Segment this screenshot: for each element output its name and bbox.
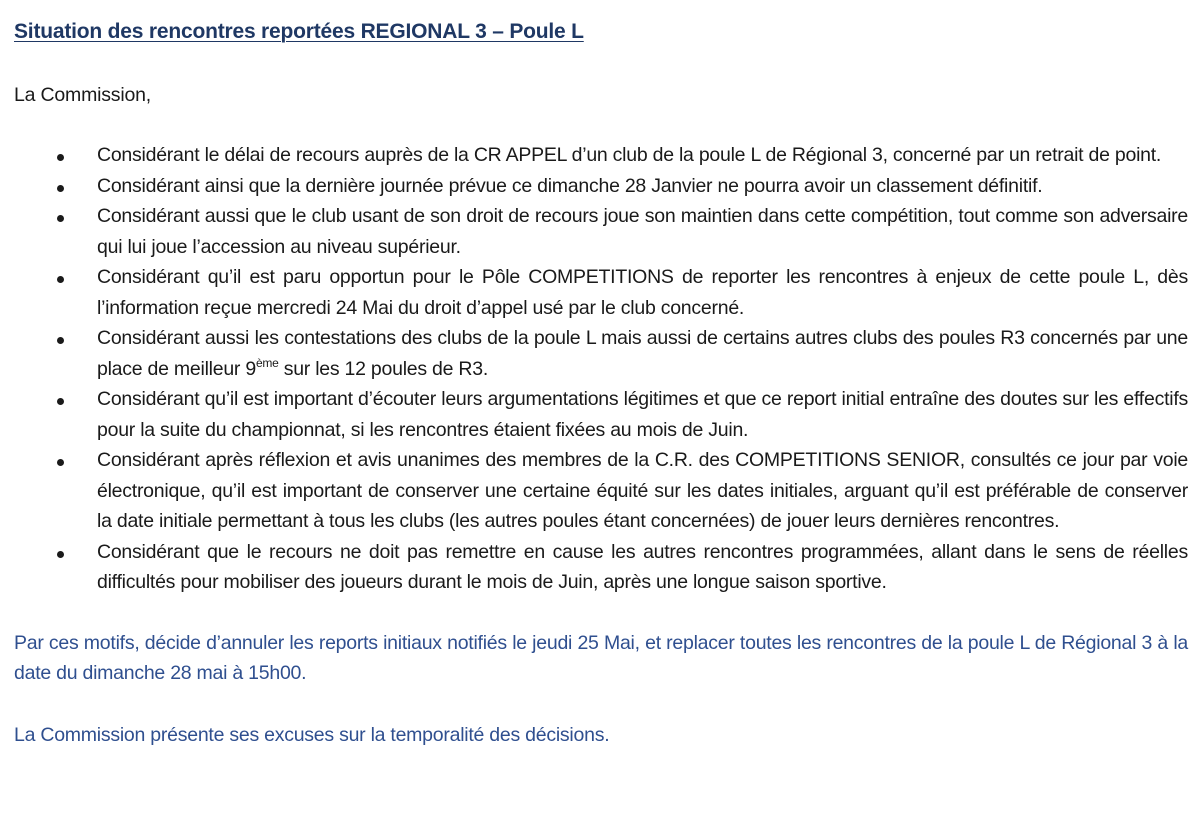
consideration-text-part: Considérant aussi les contestations des clubs de la poule L mais aussi de certains autres clubs des poules R3 concernés par une place de meilleur 9 xyxy=(97,327,1188,380)
intro-text: La Commission, xyxy=(14,84,151,106)
consideration-item xyxy=(14,201,1188,262)
considerations-list xyxy=(14,140,1188,598)
decision-text: Par ces motifs, décide d’annuler les reports initiaux notifiés le jeudi 25 Mai, et replacer toutes les rencontres de la poule L de Régional 3 à la date du dimanche 28 mai à 15h00. xyxy=(14,631,1188,684)
bullet-icon xyxy=(57,551,64,558)
consideration-item xyxy=(14,171,1188,202)
bullet-icon xyxy=(57,276,64,283)
consideration-item xyxy=(14,262,1188,323)
document-title: Situation des rencontres reportées REGIONAL 3 – Poule L xyxy=(14,20,584,43)
consideration-text: Considérant qu’il est important d’écouter leurs argumentations légitimes et que ce report initial entraîne des doutes sur les effectifs pour la suite du championnat, si les rencontres étaient fixées au mois de Juin. xyxy=(97,388,1188,441)
consideration-text: Considérant qu’il est paru opportun pour le Pôle COMPETITIONS de reporter les rencontres à enjeux de cette poule L, dès l’information reçue mercredi 24 Mai du droit d’appel usé par le club concerné. xyxy=(97,266,1188,319)
bullet-icon xyxy=(57,154,64,161)
closing-text: La Commission présente ses excuses sur la temporalité des décisions. xyxy=(14,723,610,746)
bullet-icon xyxy=(57,185,64,192)
bullet-icon xyxy=(57,459,64,466)
consideration-item xyxy=(14,537,1188,598)
consideration-item xyxy=(14,140,1188,171)
consideration-text: Considérant que le recours ne doit pas remettre en cause les autres rencontres programmées, allant dans le sens de réelles difficultés pour mobiliser des joueurs durant le mois de Juin, après une longue saison sportive. xyxy=(97,540,1188,593)
bullet-icon xyxy=(57,337,64,344)
consideration-text: Considérant ainsi que la dernière journée prévue ce dimanche 28 Janvier ne pourra avoir un classement définitif. xyxy=(97,174,1043,197)
consideration-item xyxy=(14,384,1188,445)
document xyxy=(14,16,1188,750)
consideration-text-part: sur les 12 poules de R3. xyxy=(278,357,488,380)
consideration-text: Considérant aussi que le club usant de son droit de recours joue son maintien dans cette compétition, tout comme son adversaire qui lui joue l’accession au niveau supérieur. xyxy=(97,205,1188,258)
bullet-icon xyxy=(57,398,64,405)
consideration-item xyxy=(14,323,1188,384)
bullet-icon xyxy=(57,215,64,222)
consideration-text: Considérant le délai de recours auprès de la CR APPEL d’un club de la poule L de Régional 3, concerné par un retrait de point. xyxy=(97,144,1162,166)
consideration-item xyxy=(14,445,1188,537)
consideration-text: Considérant après réflexion et avis unanimes des membres de la C.R. des COMPETITIONS SENIOR, consultés ce jour par voie électronique, qu’il est important de conserver une certaine équité sur les dates initiales, arguant qu’il est préférable de conserver la date initiale permettant à tous les clubs (les autres poules étant concernées) de jouer leurs dernières rencontres. xyxy=(97,449,1188,532)
consideration-text xyxy=(97,327,1188,380)
superscript-suffix: ème xyxy=(255,355,279,370)
